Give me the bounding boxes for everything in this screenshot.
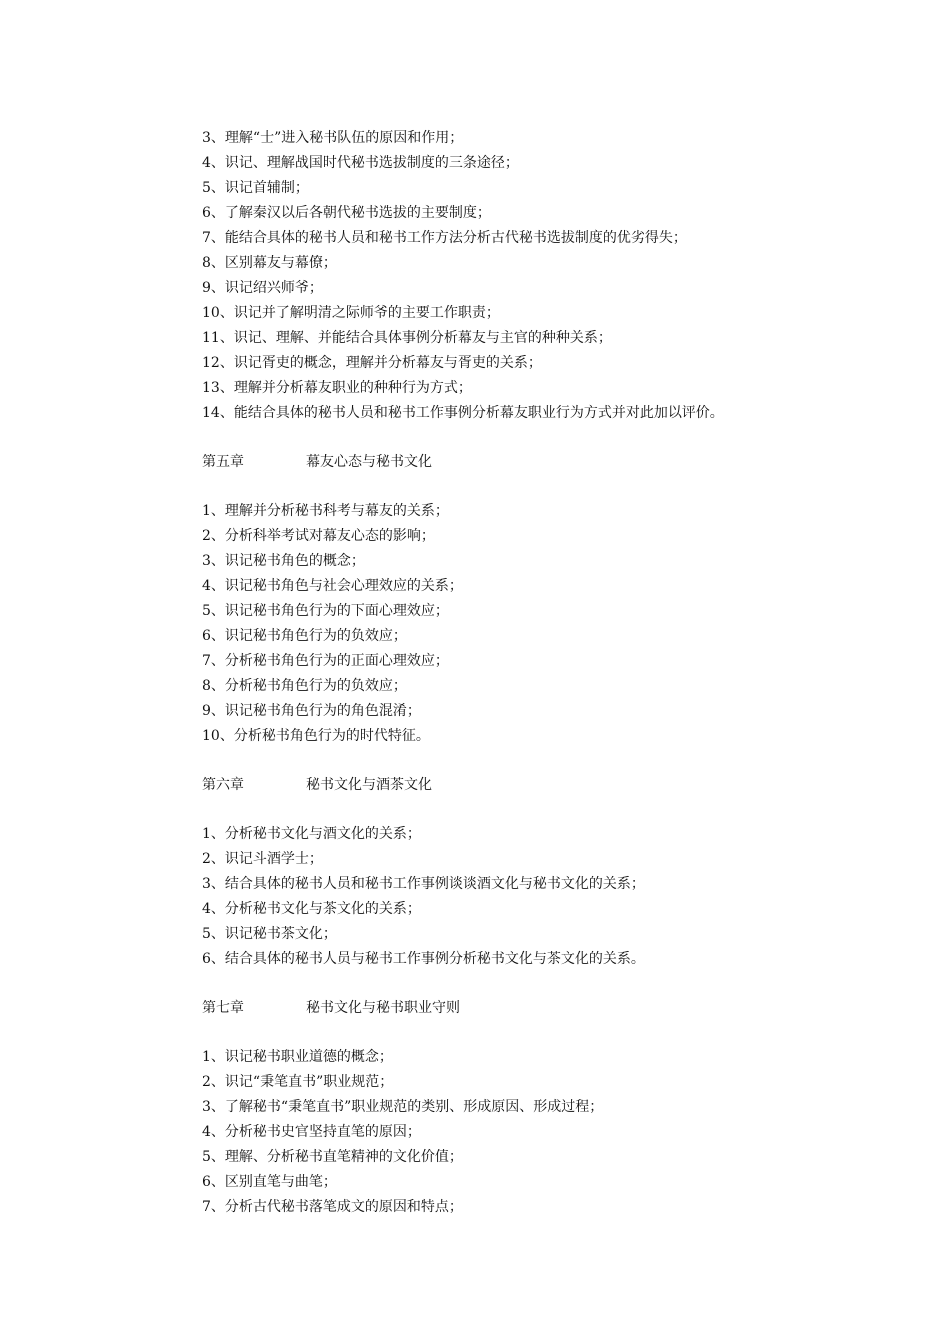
chapter-number: 第五章: [202, 454, 244, 470]
list-item: 7、分析秘书角色行为的正面心理效应；: [202, 653, 449, 669]
spacer: [202, 749, 902, 773]
list-item: 3、了解秘书“秉笔直书”职业规范的类别、形成原因、形成过程；: [202, 1099, 604, 1115]
list-item: 8、分析秘书角色行为的负效应；: [202, 678, 407, 694]
chapter-heading: [202, 450, 902, 475]
list-item: 3、理解“士”进入秘书队伍的原因和作用；: [202, 130, 464, 146]
list-item: 10、识记并了解明清之际师爷的主要工作职责；: [202, 305, 500, 321]
list-item: 14、能结合具体的秘书人员和秘书工作事例分析幕友职业行为方式并对此加以评价。: [202, 405, 724, 421]
chapter-number: 第六章: [202, 777, 244, 793]
list-item: 13、理解并分析幕友职业的种种行为方式；: [202, 380, 472, 396]
list-item: 6、区别直笔与曲笔；: [202, 1174, 337, 1190]
list-item: 4、分析秘书史官坚持直笔的原因；: [202, 1124, 421, 1140]
list-item: 9、识记秘书角色行为的角色混淆；: [202, 703, 421, 719]
list-item: 1、识记秘书职业道德的概念；: [202, 1049, 393, 1065]
document-page: [202, 126, 902, 1220]
chapter-title: 秘书文化与酒茶文化: [306, 777, 432, 793]
section-chapter-four-continued: [202, 126, 902, 426]
list-item: 6、结合具体的秘书人员与秘书工作事例分析秘书文化与茶文化的关系。: [202, 951, 645, 967]
list-item: 12、识记胥吏的概念，理解并分析幕友与胥吏的关系；: [202, 355, 542, 371]
chapter-title: 幕友心态与秘书文化: [306, 454, 432, 470]
spacer: [202, 475, 902, 499]
list-item: 7、分析古代秘书落笔成文的原因和特点；: [202, 1199, 463, 1215]
list-item: 2、识记斗酒学士；: [202, 851, 323, 867]
spacer: [202, 426, 902, 450]
list-item: 3、识记秘书角色的概念；: [202, 553, 365, 569]
chapter-title: 秘书文化与秘书职业守则: [306, 1000, 460, 1016]
list-item: 4、分析秘书文化与茶文化的关系；: [202, 901, 421, 917]
section-chapter-seven: [202, 996, 902, 1220]
list-item: 8、区别幕友与幕僚；: [202, 255, 337, 271]
section-chapter-five: [202, 450, 902, 749]
list-item: 11、识记、理解、并能结合具体事例分析幕友与主官的种种关系；: [202, 330, 612, 346]
list-item: 5、理解、分析秘书直笔精神的文化价值；: [202, 1149, 463, 1165]
section-chapter-six: [202, 773, 902, 972]
list-item: 7、能结合具体的秘书人员和秘书工作方法分析古代秘书选拔制度的优劣得失；: [202, 230, 687, 246]
list-item: 2、识记“秉笔直书”职业规范；: [202, 1074, 394, 1090]
list-item: 6、了解秦汉以后各朝代秘书选拔的主要制度；: [202, 205, 491, 221]
list-item: 1、分析秘书文化与酒文化的关系；: [202, 826, 421, 842]
chapter-heading: [202, 773, 902, 798]
list-item: 5、识记首辅制；: [202, 180, 309, 196]
list-item: 9、识记绍兴师爷；: [202, 280, 323, 296]
list-item: 5、识记秘书茶文化；: [202, 926, 337, 942]
chapter-heading: [202, 996, 902, 1021]
list-item: 10、分析秘书角色行为的时代特征。: [202, 728, 430, 744]
spacer: [202, 1021, 902, 1045]
list-item: 4、识记秘书角色与社会心理效应的关系；: [202, 578, 463, 594]
list-item: 5、识记秘书角色行为的下面心理效应；: [202, 603, 449, 619]
list-item: 1、理解并分析秘书科考与幕友的关系；: [202, 503, 449, 519]
list-item: 3、结合具体的秘书人员和秘书工作事例谈谈酒文化与秘书文化的关系；: [202, 876, 645, 892]
chapter-number: 第七章: [202, 1000, 244, 1016]
spacer: [202, 798, 902, 822]
list-item: 6、识记秘书角色行为的负效应；: [202, 628, 407, 644]
spacer: [202, 972, 902, 996]
list-item: 4、识记、理解战国时代秘书选拔制度的三条途径；: [202, 155, 519, 171]
list-item: 2、分析科举考试对幕友心态的影响；: [202, 528, 435, 544]
